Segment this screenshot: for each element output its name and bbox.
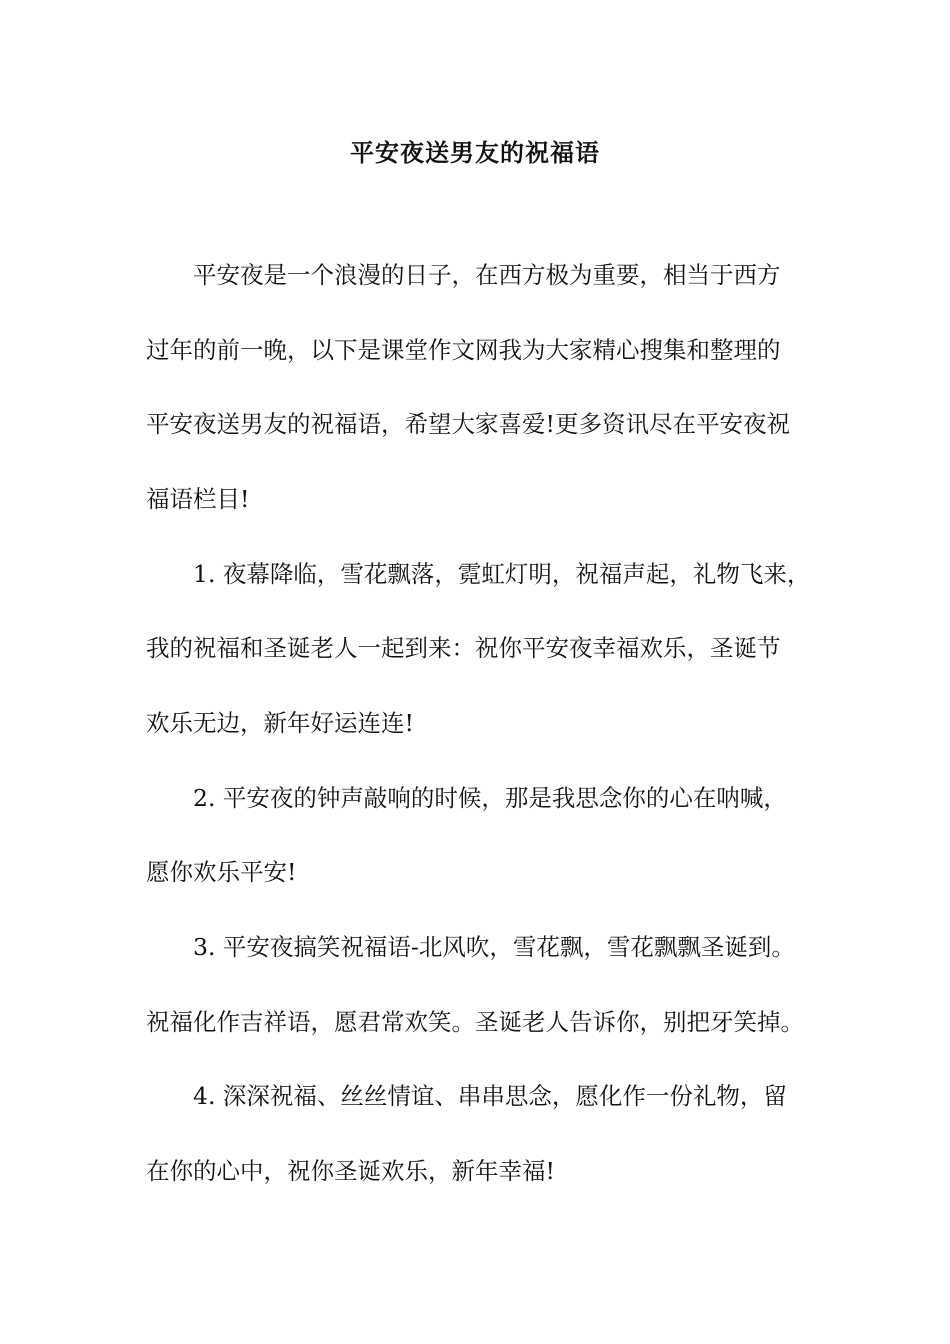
- paragraph-intro-line-4: 福语栏目!: [146, 485, 250, 513]
- paragraph-item-2-line-2: 愿你欢乐平安!: [146, 858, 297, 886]
- paragraph-item-1-line-1: 1. 夜幕降临，雪花飘落，霓虹灯明，祝福声起，礼物飞来，: [193, 560, 811, 588]
- paragraph-item-1-line-3: 欢乐无边，新年好运连连!: [146, 709, 414, 737]
- paragraph-intro-line-2: 过年的前一晚，以下是课堂作文网我为大家精心搜集和整理的: [146, 336, 781, 364]
- paragraph-item-1-line-2: 我的祝福和圣诞老人一起到来：祝你平安夜幸福欢乐，圣诞节: [146, 634, 781, 662]
- paragraph-item-4-line-1: 4. 深深祝福、丝丝情谊、串串思念，愿化作一份礼物，留: [193, 1082, 787, 1110]
- paragraph-item-4-line-2: 在你的心中，祝你圣诞欢乐，新年幸福!: [146, 1157, 555, 1185]
- paragraph-item-3-line-1: 3. 平安夜搞笑祝福语-北风吹，雪花飘，雪花飘飘圣诞到。: [193, 933, 795, 961]
- paragraph-intro-line-1: 平安夜是一个浪漫的日子，在西方极为重要，相当于西方: [193, 261, 781, 289]
- document-title: 平安夜送男友的祝福语: [350, 138, 600, 167]
- paragraph-item-3-line-2: 祝福化作吉祥语，愿君常欢笑。圣诞老人告诉你，别把牙笑掉。: [146, 1008, 804, 1036]
- paragraph-item-2-line-1: 2. 平安夜的钟声敲响的时候，那是我思念你的心在呐喊，: [193, 784, 787, 812]
- paragraph-intro-line-3: 平安夜送男友的祝福语，希望大家喜爱!更多资讯尽在平安夜祝: [146, 410, 790, 438]
